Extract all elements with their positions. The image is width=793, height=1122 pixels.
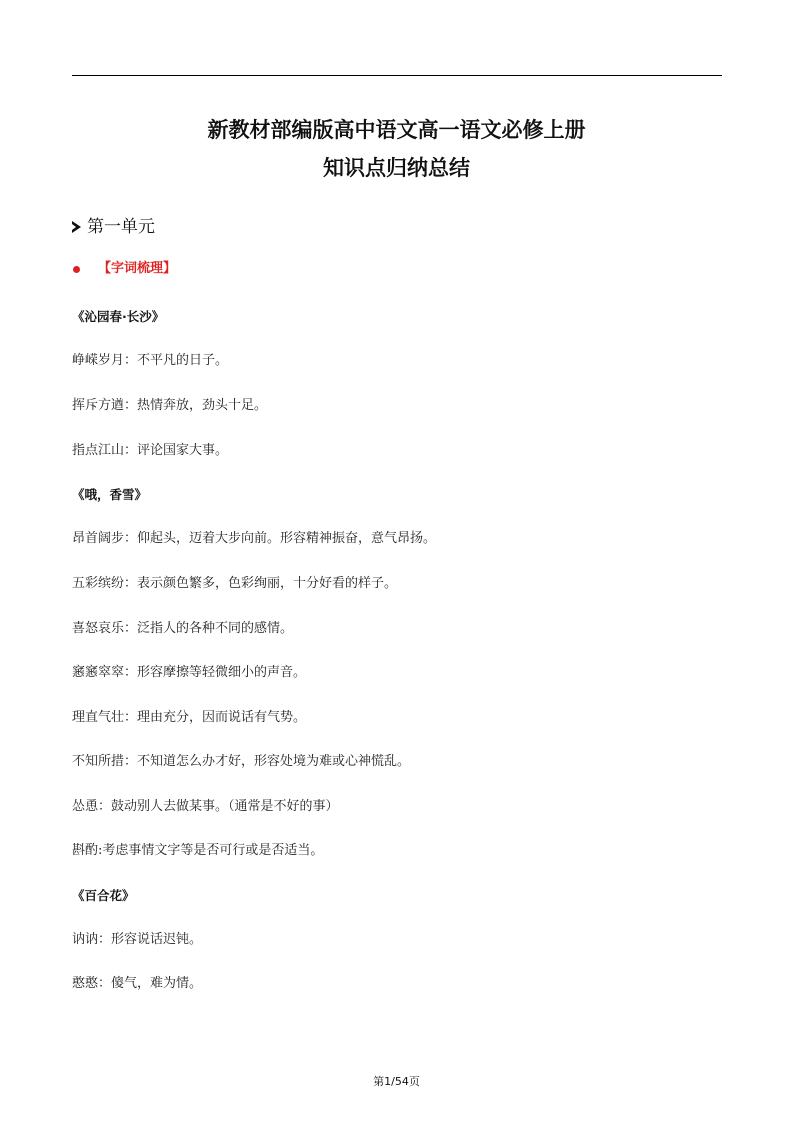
vocab-entry: 不知所措：不知道怎么办才好，形容处境为难或心神慌乱。 <box>72 754 411 769</box>
vocab-entry: 峥嵘岁月：不平凡的日子。 <box>72 353 229 368</box>
document-title-line-1: 新教材部编版高中语文高一语文必修上册 <box>207 118 586 142</box>
poem-title: 《哦，香雪》 <box>72 487 148 502</box>
unit-heading-text: 第一单元 <box>87 217 155 237</box>
header-rule <box>72 75 722 76</box>
vocab-entry: 斟酌:考虑事情文字等是否可行或是否适当。 <box>72 843 324 858</box>
vocab-entry: 怂恿：鼓动别人去做某事。（通常是不好的事） <box>72 799 339 814</box>
page-number: 第1/54页 <box>373 1075 420 1088</box>
unit-heading <box>72 214 155 240</box>
poem-title: 《沁园春·长沙》 <box>72 309 165 324</box>
vocab-entry: 指点江山：评论国家大事。 <box>72 443 229 458</box>
vocab-entry: 窸窸窣窣：形容摩擦等轻微细小的声音。 <box>72 665 307 680</box>
arrow-bullet-icon <box>72 221 81 233</box>
section-heading <box>72 258 176 280</box>
vocab-entry: 五彩缤纷：表示颜色繁多，色彩绚丽，十分好看的样子。 <box>72 576 398 591</box>
vocab-entry: 讷讷：形容说话迟钝。 <box>72 932 203 947</box>
vocab-entry: 喜怒哀乐：泛指人的各种不同的感情。 <box>72 621 294 636</box>
poem-title: 《百合花》 <box>72 888 135 903</box>
bullet-dot-icon <box>73 266 80 273</box>
vocab-entry: 昂首阔步：仰起头，迈着大步向前。形容精神振奋，意气昂扬。 <box>72 531 437 546</box>
document-title-line-2: 知识点归纳总结 <box>323 156 470 180</box>
vocab-entry: 理直气壮：理由充分，因而说话有气势。 <box>72 710 307 725</box>
section-heading-text: 【字词梳理】 <box>98 261 177 276</box>
vocab-entry: 憨憨：傻气，难为情。 <box>72 976 203 991</box>
vocab-entry: 挥斥方遒：热情奔放，劲头十足。 <box>72 398 268 413</box>
